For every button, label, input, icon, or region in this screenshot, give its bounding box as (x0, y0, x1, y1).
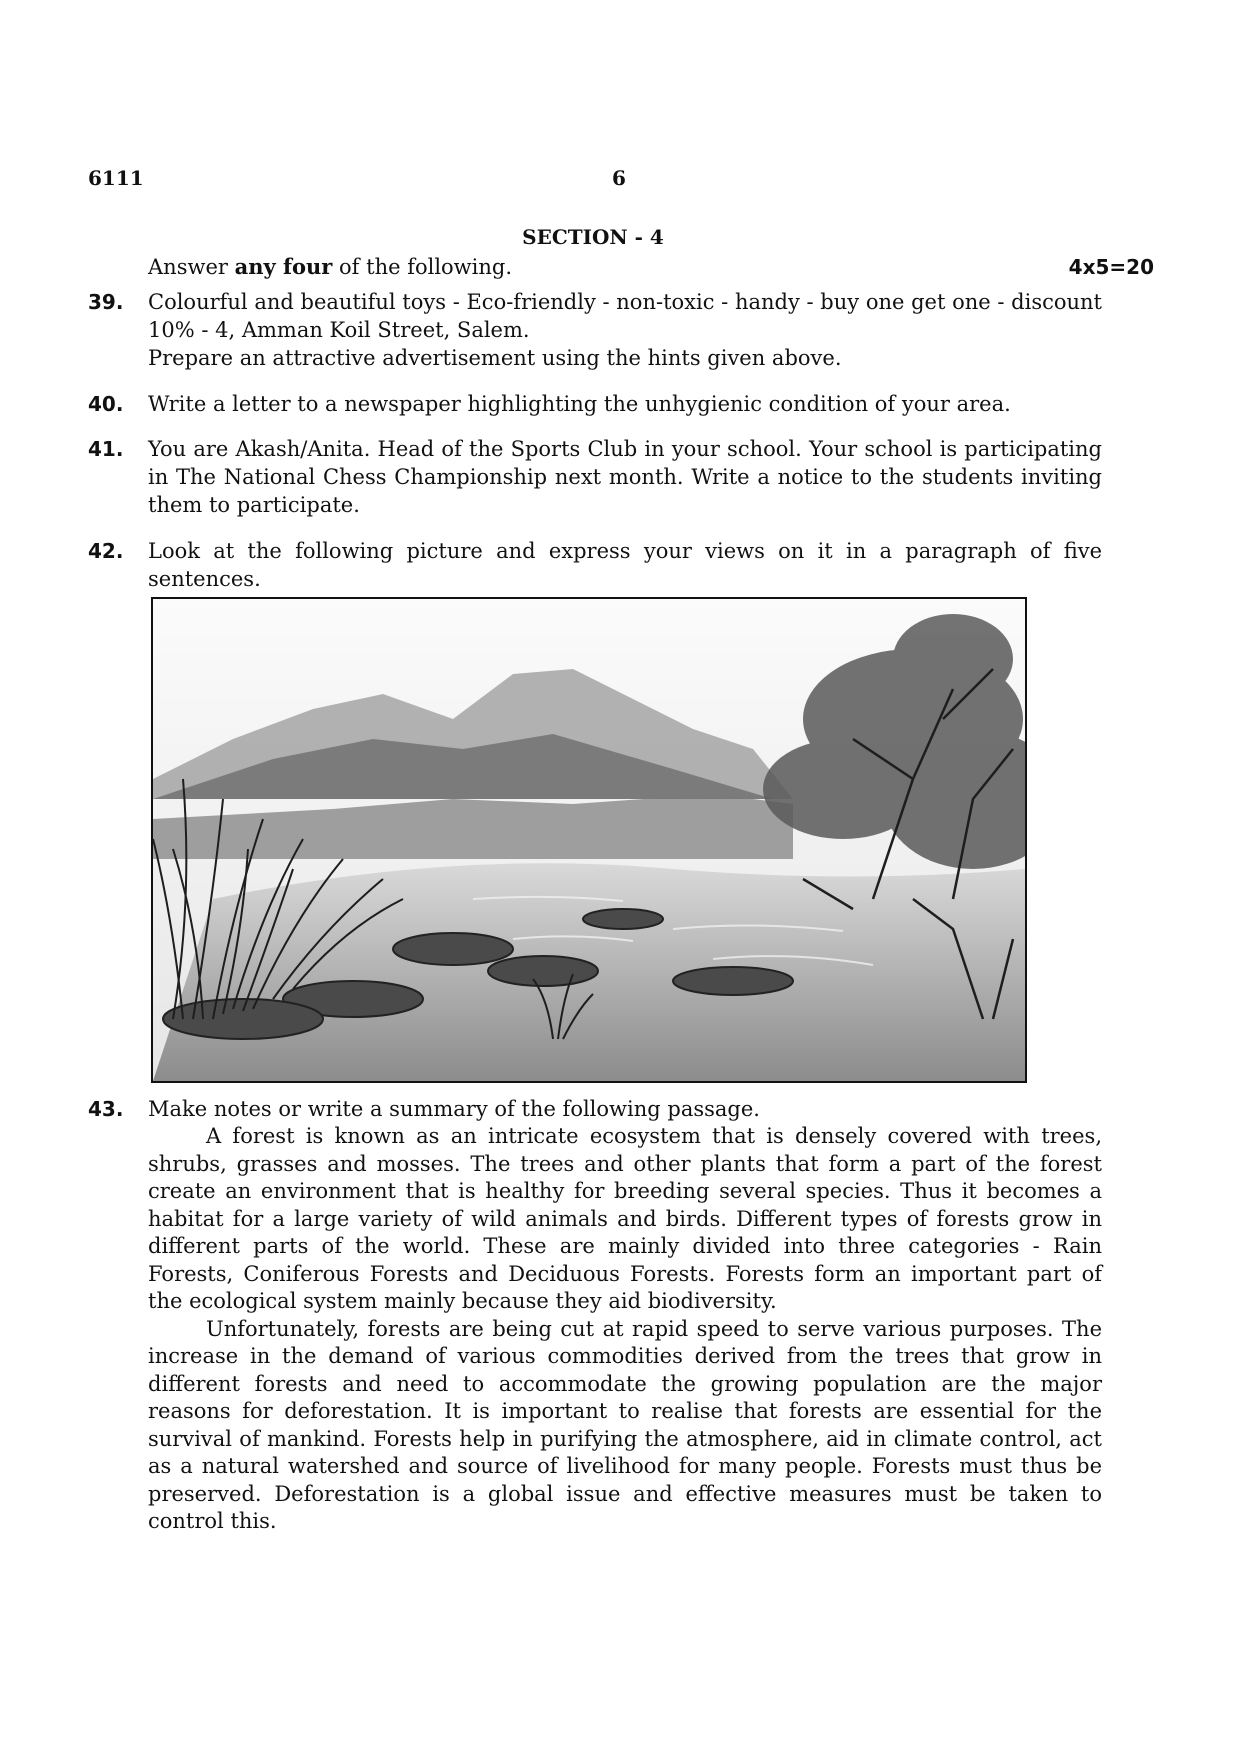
question-number: 43. (88, 1097, 124, 1121)
question-text (148, 1095, 1102, 1123)
section-title: SECTION - 4 (522, 225, 664, 249)
question-line: Write a letter to a newspaper highlighting the unhygienic condition of your area. (148, 392, 1011, 416)
paper-code: 6111 (88, 166, 144, 190)
passage-paragraph: A forest is known as an intricate ecosystem that is densely covered with trees, shrubs, grasses and mosses. The trees and other plants that form a part of the forest create an environment that is healthy for breeding several species. Thus it becomes a habitat for a large variety of wild animals and birds. Different types of forests grow in different parts of the world. These are mainly divided into three categories - Rain Forests, Coniferous Forests and Deciduous Forests. Forests form an important part of the ecological system mainly because they aid biodiversity. (148, 1124, 1102, 1313)
question-line: Make notes or write a summary of the following passage. (148, 1097, 760, 1121)
question-text (148, 537, 1102, 593)
instruction-prefix: Answer (148, 255, 235, 279)
question-text (148, 288, 1102, 372)
instruction-suffix: of the following. (332, 255, 513, 279)
section-marks: 4x5=20 (1068, 255, 1154, 279)
question-line: Look at the following picture and express your views on it in a paragraph of five sentences. (148, 539, 1102, 591)
page-number: 6 (612, 166, 626, 190)
question-line: Prepare an attractive advertisement using the hints given above. (148, 346, 842, 370)
landscape-sketch-icon (151, 597, 1027, 1083)
question-line: You are Akash/Anita. Head of the Sports Club in your school. Your school is participating in The National Chess Championship next month. Write a notice to the students inviting them to participate. (148, 437, 1102, 517)
passage-paragraph: Unfortunately, forests are being cut at rapid speed to serve various purposes. The increase in the demand of various commodities derived from the trees that grow in different forests and need to accommodate the growing population are the major reasons for deforestation. It is important to realise that forests are essential for the survival of mankind. Forests help in purifying the atmosphere, aid in climate control, act as a natural watershed and source of livelihood for many people. Forests must thus be preserved. Deforestation is a global issue and effective measures must be taken to control this. (148, 1316, 1102, 1533)
question-number: 39. (88, 290, 124, 314)
instruction-emphasis: any four (234, 254, 333, 279)
question-text (148, 435, 1102, 519)
landscape-drawing (153, 599, 1025, 1081)
section-instruction (148, 253, 1154, 281)
question-number: 42. (88, 539, 124, 563)
question-line: Colourful and beautiful toys - Eco-friendly - non-toxic - handy - buy one get one - discount 10% - 4, Amman Koil Street, Salem. (148, 290, 1102, 342)
question-text (148, 390, 1102, 418)
question-number: 40. (88, 392, 124, 416)
passage (148, 1123, 1102, 1536)
question-number: 41. (88, 437, 124, 461)
